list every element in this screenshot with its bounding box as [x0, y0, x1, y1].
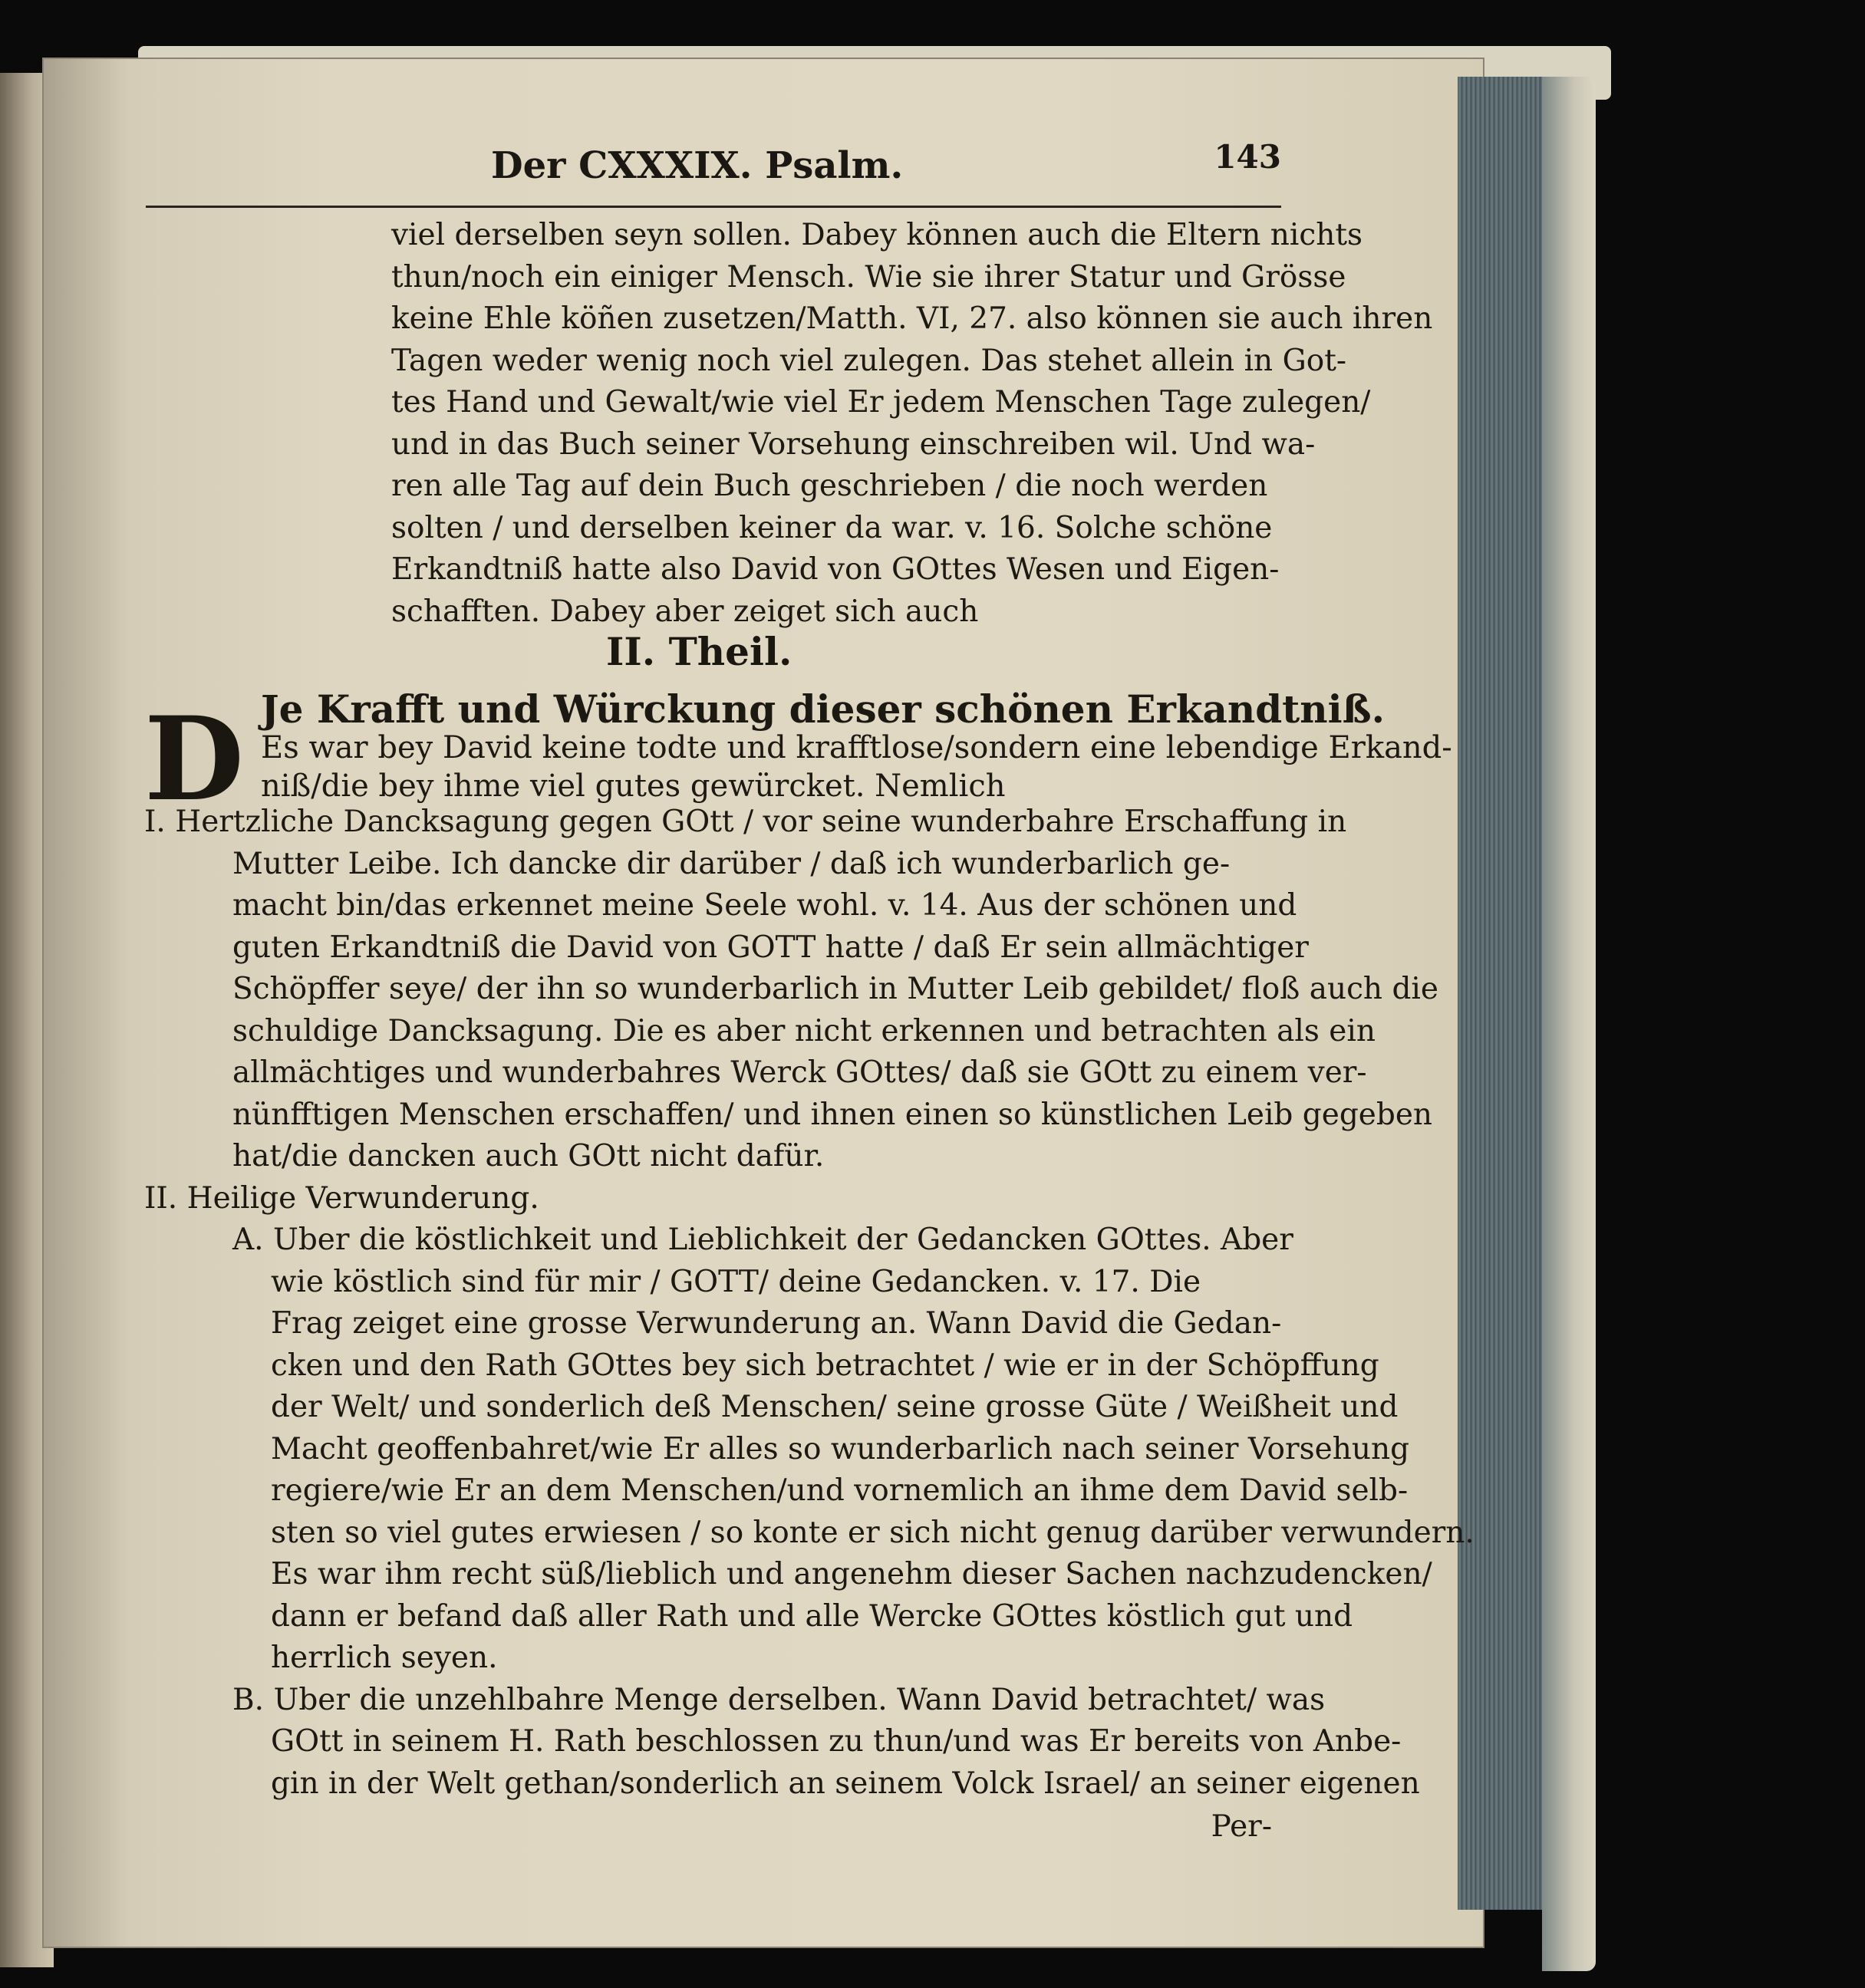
list-line: Schöpffer seye/ der ihn so wunderbarlich in Mutter Leib gebildet/ floß auch die [232, 972, 1438, 1006]
list-line: guten Erkandtniß die David von GOTT hatte / daß Er sein allmächtiger [232, 930, 1309, 965]
list-line: GOtt in seinem H. Rath beschlossen zu thun/und was Er bereits von Anbe- [271, 1724, 1402, 1759]
opening-paragraph [261, 686, 1452, 805]
opening-line: niß/die bey ihme viel gutes gewürcket. Nemlich [261, 769, 1006, 804]
text-line: Tagen weder wenig noch viel zulegen. Das stehet allein in Got- [391, 343, 1347, 378]
opening-line: Es war bey David keine todte und krafftlose/sondern eine lebendige Erkand- [261, 730, 1452, 765]
list-line: Macht geoffenbahret/wie Er alles so wunderbarlich nach seiner Vorsehung [271, 1431, 1410, 1466]
text-line: schafften. Dabey aber zeiget sich auch [391, 594, 979, 629]
cover-fore-edge [1542, 77, 1596, 1971]
list-line: hat/die dancken auch GOtt nicht dafür. [232, 1139, 825, 1173]
running-head [491, 138, 1281, 198]
list-line: gin in der Welt gethan/sonderlich an seinem Volck Israel/ an seiner eigenen [271, 1766, 1420, 1801]
opening-line: Je Krafft und Würckung dieser schönen Erkandtniß. [261, 686, 1386, 732]
catchword-row [144, 1806, 1272, 1848]
list-line: Mutter Leibe. Ich dancke dir darüber / daß ich wunderbarlich ge- [232, 846, 1231, 881]
list-line: wie köstlich sind für mir / GOTT/ deine Gedancken. v. 17. Die [271, 1264, 1201, 1299]
header-rule [146, 206, 1281, 208]
list-line: Frag zeiget eine grosse Verwunderung an. Wann David die Gedan- [271, 1306, 1282, 1341]
text-line: Erkandtniß hatte also David von GOttes Wesen und Eigen- [391, 552, 1280, 587]
text-line: viel derselben seyn sollen. Dabey können auch die Eltern nichts [391, 218, 1363, 252]
list-line: regiere/wie Er an dem Menschen/und vornemlich an ihme dem David selb- [271, 1473, 1409, 1508]
text-line: und in das Buch seiner Vorsehung einschreiben wil. Und wa- [391, 426, 1316, 462]
list-line: allmächtiges und wunderbahres Werck GOttes/ daß sie GOtt zu einem ver- [232, 1055, 1367, 1090]
text-line: solten / und derselben keiner da war. v. 16. Solche schöne [391, 510, 1273, 545]
decorated-initial: D [144, 692, 245, 827]
text-line: keine Ehle köñen zusetzen/Matth. VI, 27. also können sie auch ihren [391, 301, 1433, 336]
list-line: cken und den Rath GOttes bey sich betrachtet / wie er in der Schöpffung [271, 1348, 1379, 1383]
running-title: Der CXXXIX. Psalm. [491, 144, 904, 187]
list-line: sten so viel gutes erwiesen / so konte er sich nicht genug darüber verwundern. [271, 1515, 1475, 1550]
outline-list [144, 801, 1475, 1805]
list-line: II. Heilige Verwunderung. [144, 1180, 539, 1216]
body-text-top [391, 215, 1432, 633]
catchword: Per- [1211, 1809, 1272, 1844]
list-line: herrlich seyen. [271, 1641, 498, 1675]
list-line: B. Uber die unzehlbahre Menge derselben. Wann David betrachtet/ was [232, 1682, 1326, 1717]
list-line: nünfftigen Menschen erschaffen/ und ihnen einen so künstlichen Leib gegeben [232, 1097, 1433, 1132]
list-line: Es war ihm recht süß/lieblich und angenehm dieser Sachen nachzudencken/ [271, 1557, 1432, 1591]
list-line: der Welt/ und sonderlich deß Menschen/ seine grosse Güte / Weißheit und [271, 1390, 1399, 1424]
list-line: A. Uber die köstlichkeit und Lieblichkeit der Gedancken GOttes. Aber [232, 1223, 1293, 1257]
list-line: schuldige Dancksagung. Die es aber nicht erkennen und betrachten als ein [232, 1013, 1376, 1048]
text-line: thun/noch ein einiger Mensch. Wie sie ihrer Statur und Grösse [391, 259, 1346, 295]
text-line: tes Hand und Gewalt/wie viel Er jedem Menschen Tage zulegen/ [391, 385, 1371, 420]
list-line: dann er befand daß aller Rath und alle Wercke GOttes köstlich gut und [271, 1598, 1353, 1634]
page-number: 143 [1214, 138, 1281, 176]
list-line: macht bin/das erkennet meine Seele wohl. v. 14. Aus der schönen und [232, 888, 1297, 923]
list-line: I. Hertzliche Dancksagung gegen GOtt / vor seine wunderbahre Erschaffung in [144, 805, 1347, 839]
section-heading: II. Theil. [606, 629, 792, 674]
text-line: ren alle Tag auf dein Buch geschrieben / die noch werden [391, 469, 1268, 503]
